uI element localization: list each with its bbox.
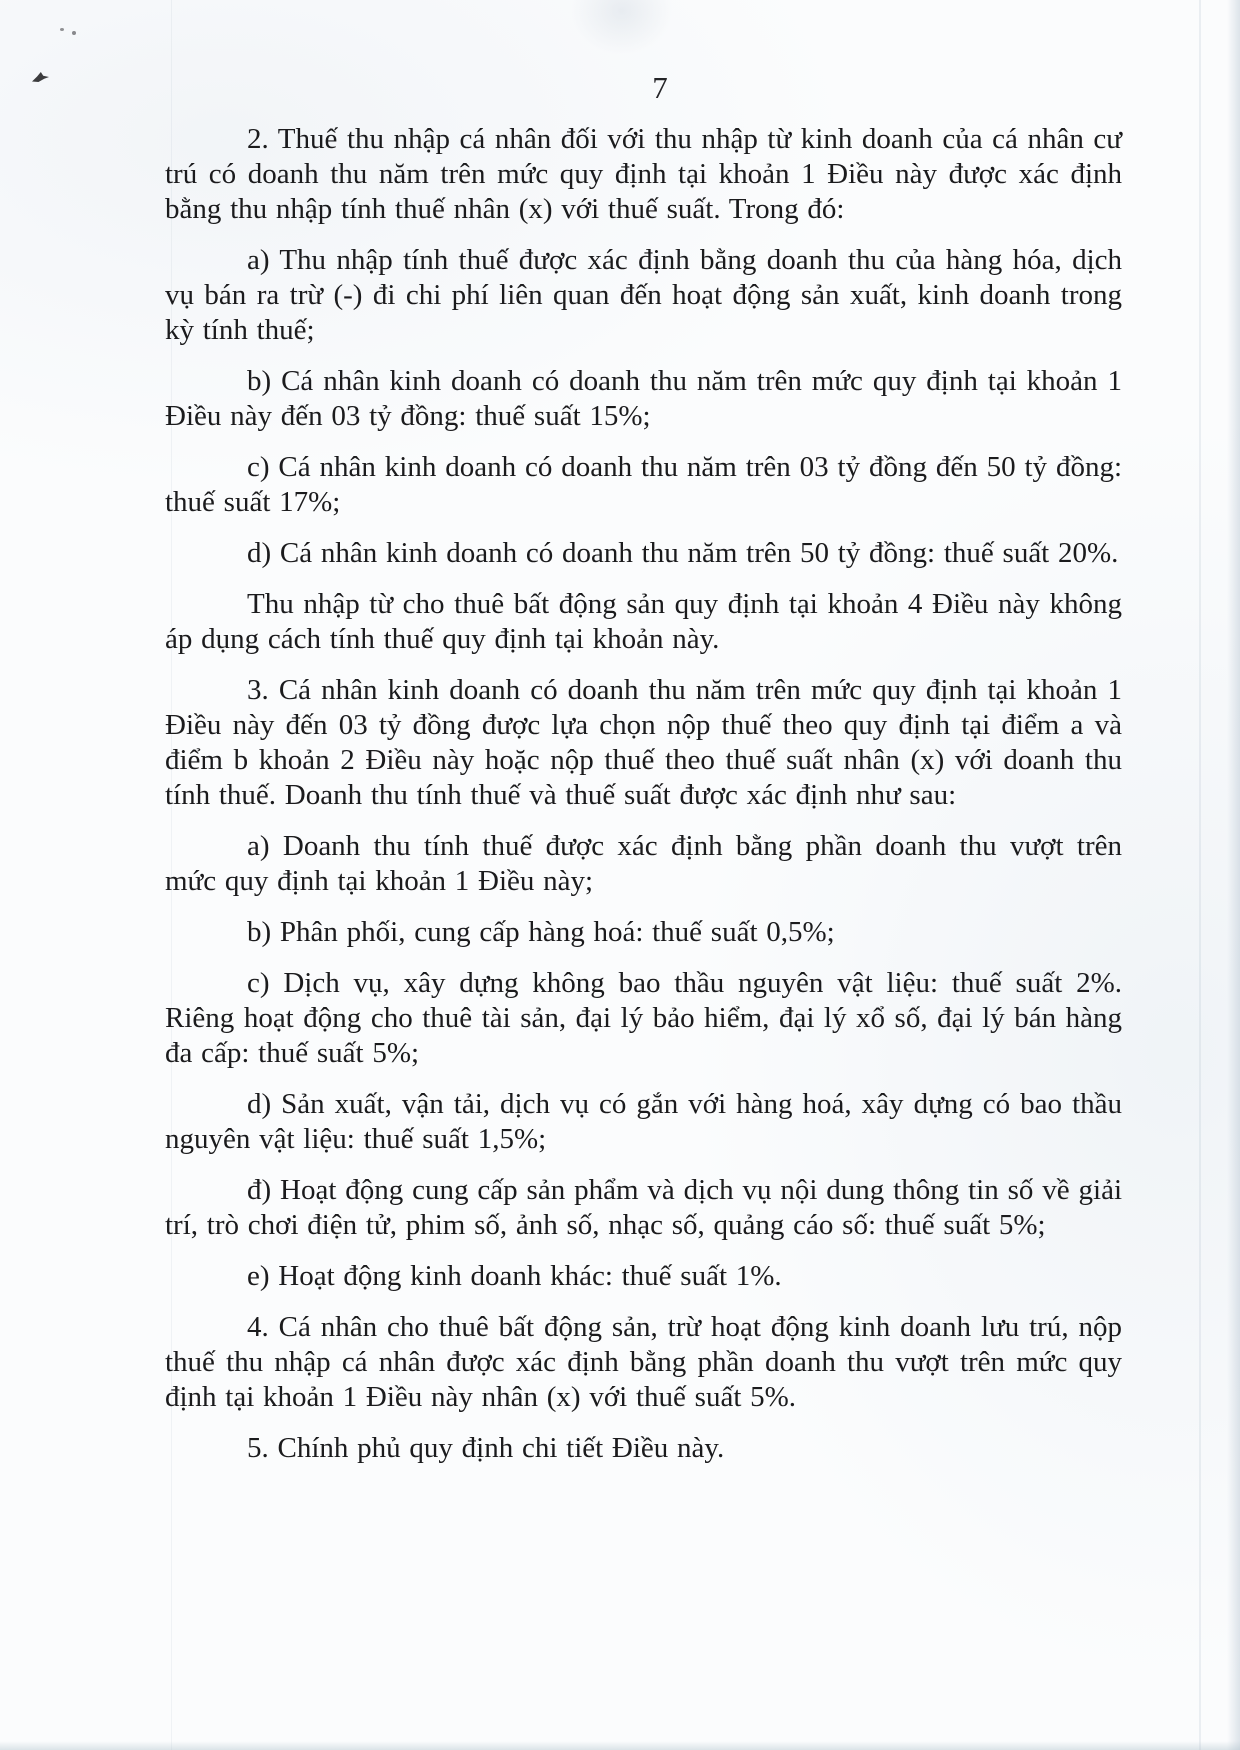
document-body xyxy=(165,122,1122,1482)
scan-speck xyxy=(60,28,64,31)
pen-mark xyxy=(32,72,49,82)
paragraph: 2. Thuế thu nhập cá nhân đối với thu nhập từ kinh doanh của cá nhân cư trú có doanh thu năm trên mức quy định tại khoản 1 Điều này được xác định bằng thu nhập tính thuế nhân (x) với thuế suất. Trong đó: xyxy=(165,123,1122,225)
paragraph: b) Cá nhân kinh doanh có doanh thu năm trên mức quy định tại khoản 1 Điều này đến 03 tỷ đồng: thuế suất 15%; xyxy=(165,365,1122,432)
scan-edge-shadow xyxy=(0,1741,1240,1750)
scan-edge-shadow xyxy=(1227,0,1240,1750)
paragraph: e) Hoạt động kinh doanh khác: thuế suất 1%. xyxy=(247,1260,782,1292)
paragraph: a) Doanh thu tính thuế được xác định bằng phần doanh thu vượt trên mức quy định tại khoản 1 Điều này; xyxy=(165,830,1122,897)
paragraph: 4. Cá nhân cho thuê bất động sản, trừ hoạt động kinh doanh lưu trú, nộp thuế thu nhập cá nhân được xác định bằng phần doanh thu vượt trên mức quy định tại khoản 1 Điều này nhân (x) với thuế suất 5%. xyxy=(165,1311,1122,1413)
scan-fold-line xyxy=(1199,0,1201,1750)
paragraph: c) Cá nhân kinh doanh có doanh thu năm trên 03 tỷ đồng đến 50 tỷ đồng: thuế suất 17%; xyxy=(165,451,1122,518)
scan-smudge xyxy=(572,0,672,54)
paragraph: a) Thu nhập tính thuế được xác định bằng doanh thu của hàng hóa, dịch vụ bán ra trừ (-) đi chi phí liên quan đến hoạt động sản xuất, kinh doanh trong kỳ tính thuế; xyxy=(165,244,1122,346)
paragraph: b) Phân phối, cung cấp hàng hoá: thuế suất 0,5%; xyxy=(247,916,835,948)
paragraph: 3. Cá nhân kinh doanh có doanh thu năm trên mức quy định tại khoản 1 Điều này đến 03 tỷ đồng được lựa chọn nộp thuế theo quy định tại điểm a và điểm b khoản 2 Điều này hoặc nộp thuế theo thuế suất nhân (x) với doanh thu tính thuế. Doanh thu tính thuế và thuế suất được xác định như sau: xyxy=(165,674,1122,811)
page-number: 7 xyxy=(652,70,668,105)
paragraph: Thu nhập từ cho thuê bất động sản quy định tại khoản 4 Điều này không áp dụng cách tính thuế quy định tại khoản này. xyxy=(165,588,1122,655)
paragraph: c) Dịch vụ, xây dựng không bao thầu nguyên vật liệu: thuế suất 2%. Riêng hoạt động cho thuê tài sản, đại lý bảo hiểm, đại lý xổ số, đại lý bán hàng đa cấp: thuế suất 5%; xyxy=(165,967,1122,1069)
paragraph: 5. Chính phủ quy định chi tiết Điều này. xyxy=(247,1432,725,1464)
paragraph: d) Cá nhân kinh doanh có doanh thu năm trên 50 tỷ đồng: thuế suất 20%. xyxy=(247,537,1119,569)
paragraph: đ) Hoạt động cung cấp sản phẩm và dịch vụ nội dung thông tin số về giải trí, trò chơi điện tử, phim số, ảnh số, nhạc số, quảng cáo số: thuế suất 5%; xyxy=(165,1174,1122,1241)
paragraph: d) Sản xuất, vận tải, dịch vụ có gắn với hàng hoá, xây dựng có bao thầu nguyên vật liệu: thuế suất 1,5%; xyxy=(165,1088,1122,1155)
scan-speck xyxy=(72,31,76,35)
